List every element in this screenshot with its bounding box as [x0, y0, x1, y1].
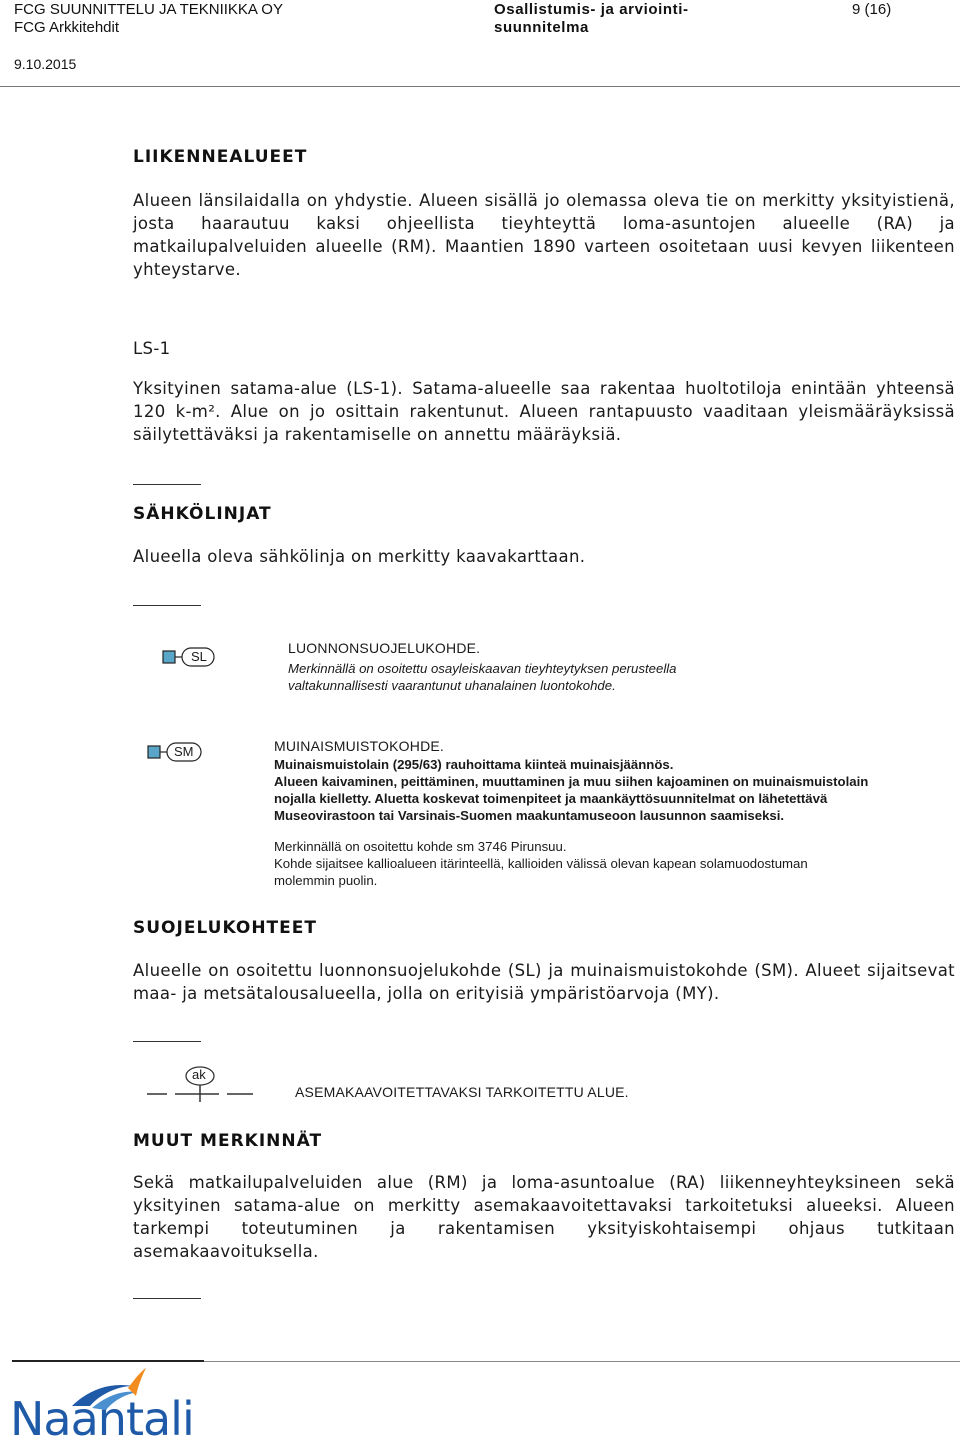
separator	[133, 605, 201, 606]
paragraph-muut-merkinnat: Sekä matkailupalveluiden alue (RM) ja loma-asuntoalue (RA) liikenneyhteyksineen sekä yksityinen satama-alue on merkitty asemakaavoitettavaksi tarkoitetuksi alueeksi. Alueen tarkempi toteutuminen ja rakentamisen yksityiskohtaisempi ohjaus tutkitaan asemakaavoituksella.	[133, 1173, 955, 1261]
heading-sahkolinjat: SÄHKÖLINJAT	[133, 504, 272, 524]
sm-legend-line: Museovirastoon tai Varsinais-Suomen maakuntamuseoon lausunnon saamiseksi.	[274, 808, 785, 823]
sm-legend-line: Merkinnällä on osoitettu kohde sm 3746 Pirunsuu.	[274, 839, 567, 854]
heading-liikennealueet: LIIKENNEALUEET	[133, 147, 308, 167]
logo-text: Naantali	[10, 1392, 194, 1446]
header-date: 9.10.2015	[14, 56, 77, 72]
sl-symbol	[162, 646, 218, 672]
header-doc-title-line1: Osallistumis- ja arviointi-	[494, 1, 689, 18]
header-company: FCG SUUNNITTELU JA TEKNIIKKA OY	[14, 1, 283, 18]
sl-marker-icon	[162, 646, 218, 668]
heading-suojelukohteet: SUOJELUKOHTEET	[133, 918, 317, 938]
ak-symbol-label: ak	[192, 1067, 206, 1082]
sl-legend-line: valtakunnallisesti vaarantunut uhanalainen luontokohde.	[288, 678, 616, 693]
sl-legend-title: LUONNONSUOJELUKOHDE.	[288, 640, 481, 656]
header-page-number: 9 (16)	[852, 1, 892, 18]
sm-legend-title: MUINAISMUISTOKOHDE.	[274, 738, 445, 754]
separator	[133, 1298, 201, 1299]
ak-symbol	[145, 1066, 257, 1108]
sm-legend-line: molemmin puolin.	[274, 873, 378, 888]
header-rule	[0, 86, 960, 87]
heading-muut-merkinnat: MUUT MERKINNÄT	[133, 1131, 323, 1151]
paragraph-ls1: Yksityinen satama-alue (LS-1). Satama-alueelle saa rakentaa huoltotiloja enintään yhteensä 120 k-m². Alue on jo osittain rakentunut. Alueen rantapuusto vaaditaan yleismääräyksissä säilytettäväksi ja rakentamiselle on annettu määräyksiä.	[133, 379, 955, 444]
separator	[133, 1041, 201, 1042]
sl-legend-line: Merkinnällä on osoitettu osayleiskaavan tieyhteytyksen perusteella	[288, 661, 677, 676]
sm-legend-line: Muinaismuistolain (295/63) rauhoittama kiinteä muinaisjäännös.	[274, 757, 674, 772]
sm-symbol-label: SM	[174, 744, 194, 759]
sl-symbol-label: SL	[191, 649, 207, 664]
footer-rule-accent	[12, 1360, 204, 1362]
separator	[133, 484, 201, 485]
naantali-logo	[10, 1366, 210, 1446]
ak-legend-title: ASEMAKAAVOITETTAVAKSI TARKOITETTU ALUE.	[295, 1084, 629, 1100]
paragraph-suojelukohteet: Alueelle on osoitettu luonnonsuojelukohde (SL) ja muinaismuistokohde (SM). Alueet sijaitsevat maa- ja metsätalousalueella, jolla on erityisiä ympäristöarvoja (MY).	[133, 961, 955, 1003]
sm-legend-line: Alueen kaivaminen, peittäminen, muuttaminen ja muu siihen kajoaminen on muinaismuistolain	[274, 774, 869, 789]
sm-symbol	[147, 741, 205, 767]
sm-legend-line: nojalla kielletty. Aluetta koskevat toimenpiteet ja maankäyttösuunnitelmat on lähetettävä	[274, 791, 828, 806]
header-unit: FCG Arkkitehdit	[14, 19, 120, 36]
paragraph-liikennealueet: Alueen länsilaidalla on yhdystie. Alueen sisällä jo olemassa oleva tie on merkitty yksityistienä, josta haarautuu kaksi ohjeellista tieyhteyttä loma-asuntojen alueelle (RA) ja matkailupalveluiden alueelle (RM). Maantien 1890 varteen osoitetaan uusi kevyen liikenteen yhteystarve.	[133, 191, 955, 279]
heading-ls1: LS-1	[133, 339, 171, 358]
paragraph-sahkolinjat: Alueella oleva sähkölinja on merkitty kaavakarttaan.	[133, 547, 586, 566]
header-doc-title-line2: suunnitelma	[494, 19, 589, 36]
sm-legend-line: Kohde sijaitsee kallioalueen itärinteellä, kallioiden välissä olevan kapean solamuodostuman	[274, 856, 808, 871]
